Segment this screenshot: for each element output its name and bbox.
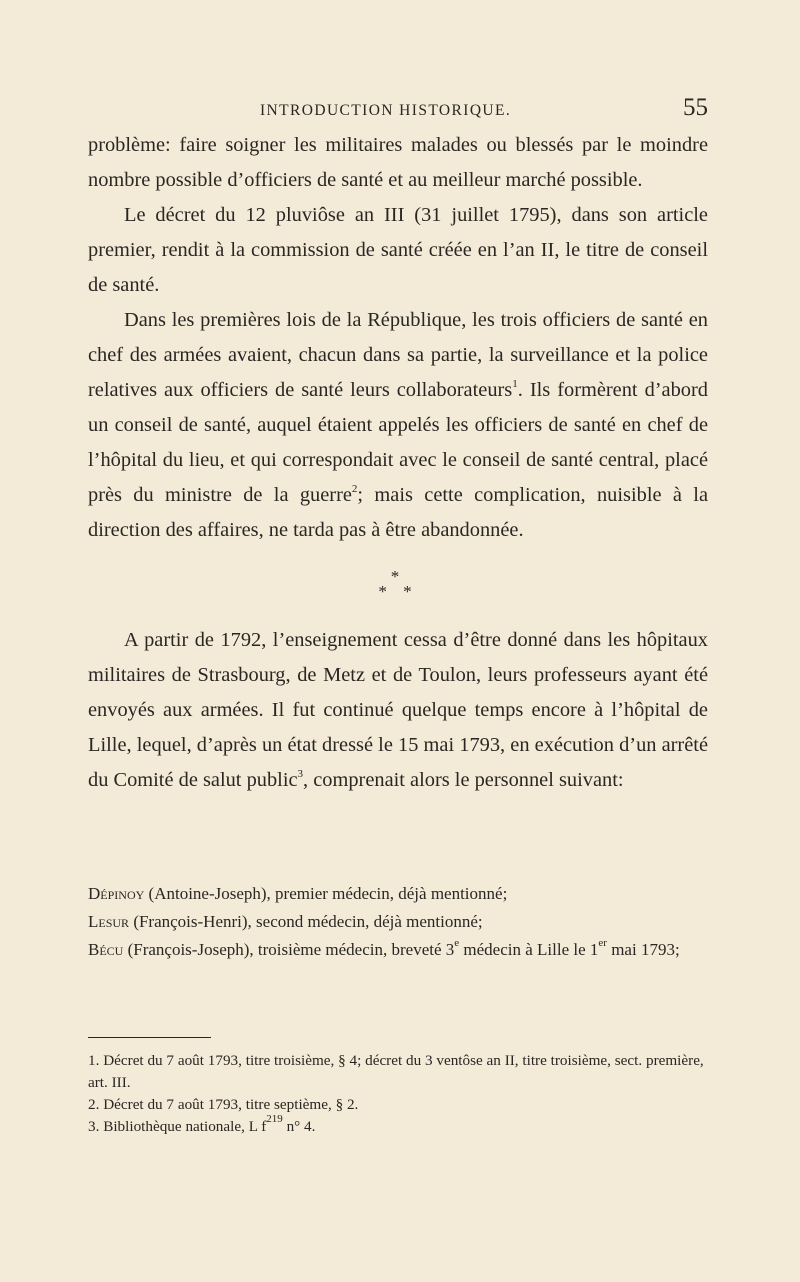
- paragraph-4-part-2: , comprenait alors le personnel suivant:: [303, 769, 624, 791]
- paragraph-3-part-3: ; mais cette complication, nuisible à la direction des affaires, ne tarda pas à être abandonnée.: [88, 484, 708, 541]
- paragraph-3: [88, 303, 708, 548]
- page-number: 55: [683, 94, 708, 121]
- personnel-entry: [88, 936, 708, 964]
- footnote-number: 3.: [88, 1118, 100, 1135]
- person-details: (François-Joseph), troisième médecin, breveté 3: [123, 940, 455, 959]
- asterism: [88, 569, 708, 599]
- running-head: INTRODUCTION HISTORIQUE.: [260, 102, 512, 119]
- person-details: médecin à Lille le 1: [459, 940, 599, 959]
- asterism-top: *: [390, 567, 406, 586]
- asterism-bottom: * *: [378, 582, 418, 601]
- footnote-ref-2: 2: [351, 483, 358, 495]
- person-details: (François-Henri), second médecin, déjà mentionné;: [129, 912, 483, 931]
- personnel-entry: [88, 908, 708, 936]
- person-details: mai 1793;: [606, 940, 680, 959]
- footnote-1: [88, 1050, 708, 1094]
- footnote-text: n° 4.: [282, 1118, 316, 1135]
- paragraph-4-part-1: A partir de 1792, l’enseignement cessa d’être donné dans les hôpitaux militaires de Strasbourg, de Metz et de Toulon, leurs professeurs ayant été envoyés aux armées. Il fut continué quelque temps encore à l’hôpital de Lille, lequel, d’après un état dressé le 15 mai 1793, en exécution d’un arrêté du Comité de salut public: [88, 629, 708, 791]
- person-name: Lesur: [88, 912, 130, 931]
- footnote-ref-3: 3: [297, 768, 304, 780]
- footnote-text: Décret du 7 août 1793, titre troisième, § 4; décret du 3 ventôse an II, titre troisième, sect. première, art. III.: [88, 1052, 704, 1091]
- paragraph-3-part-1: Dans les premières lois de la République, les trois officiers de santé en chef des armées avaient, chacun dans sa partie, la surveillance et la police relatives aux officiers de santé leurs collaborateurs: [88, 309, 708, 401]
- paragraph-1: problème: faire soigner les militaires malades ou blessés par le moindre nombre possible d’officiers de santé et au meilleur marché possible.: [88, 134, 708, 191]
- person-details: (Antoine-Joseph), premier médecin, déjà mentionné;: [144, 884, 508, 903]
- paragraph-2: Le décret du 12 pluviôse an III (31 juillet 1795), dans son article premier, rendit à la commission de santé créée en l’an II, le titre de conseil de santé.: [88, 204, 708, 296]
- person-name: Bécu: [88, 940, 124, 959]
- personnel-entry: [88, 880, 708, 908]
- person-name: Dépinoy: [88, 884, 145, 903]
- superscript: er: [598, 937, 607, 949]
- main-text: [88, 128, 708, 798]
- paragraph-4: [88, 623, 708, 798]
- footnote-text: Bibliothèque nationale, L f: [99, 1118, 267, 1135]
- superscript: e: [454, 937, 460, 949]
- footnote-ref-1: 1: [512, 378, 518, 390]
- footnote-number: 1.: [88, 1052, 100, 1069]
- footnote-2: [88, 1094, 708, 1116]
- page-header: [88, 94, 708, 128]
- personnel-list: [88, 880, 708, 964]
- footnote-3: [88, 1113, 708, 1138]
- footnote-text: Décret du 7 août 1793, titre septième, § 2.: [99, 1096, 359, 1113]
- paragraph-3-part-2: . Ils formèrent d’abord un conseil de santé, auquel étaient appelés les officiers de santé en chef de l’hôpital du lieu, et qui correspondait avec le conseil de santé central, placé près du ministre de la guerre: [88, 379, 708, 506]
- footnotes: [88, 1050, 708, 1138]
- footnote-number: 2.: [88, 1096, 100, 1113]
- superscript: 219: [266, 1113, 283, 1125]
- footnote-divider: [88, 1037, 211, 1038]
